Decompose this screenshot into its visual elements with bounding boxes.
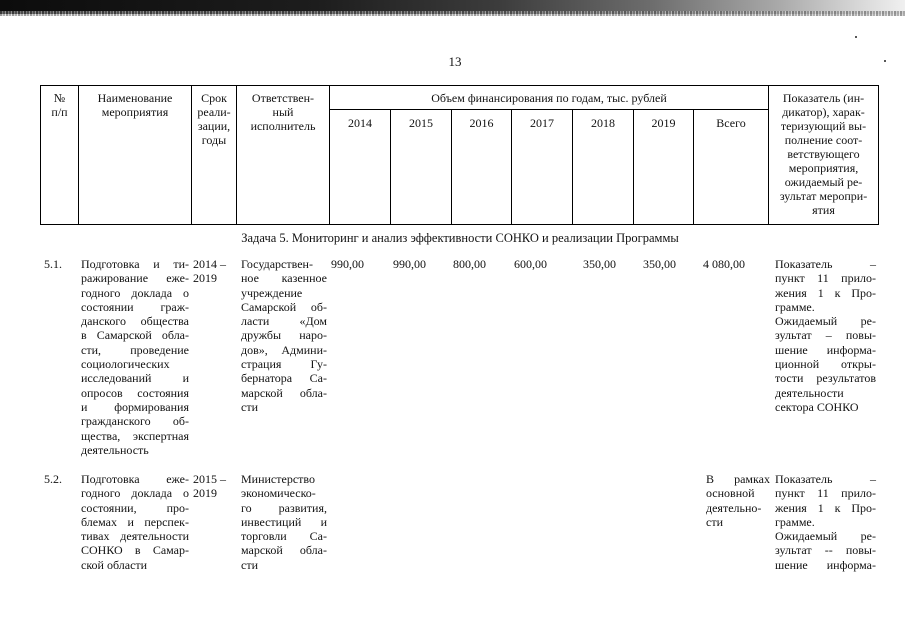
- header-finance-title: Объем финансирования по годам, тыс. рублей: [431, 91, 667, 105]
- value-total: 4 080,00: [703, 257, 745, 271]
- header-indicator: Показатель (ин- дикатор), харак- теризующий вы- полнение соот- ветствующего мероприятия, ожидаемый ре- зультат меропри- ятия: [779, 91, 868, 217]
- row-number: 5.2.: [44, 472, 62, 486]
- header-term: Срок реали- зации, годы: [197, 91, 231, 147]
- row-executor: Министерство экономическо- го развития, инвестиций и торговли Са- марской обла- сти: [241, 472, 327, 572]
- scan-noise: [0, 11, 905, 16]
- row-name: Подготовка и ти- ражирование еже- годного доклада о состоянии граж- данского общества в Самарской обла- сти, проведение социологических исследований и опросов состояния и формирования гражданского об- щества, экспертная деятельность: [81, 257, 189, 457]
- scan-speck: [855, 36, 857, 38]
- page-number: 13: [448, 54, 462, 69]
- row-indicator: Показатель – пункт 11 прило- жения 1 к Про- грамме. Ожидаемый ре- зультат – повы- шение информа- ционной откры- тости результатов деятельности сектора СОНКО: [775, 257, 876, 414]
- row-number: 5.1.: [44, 257, 62, 271]
- value-2017: 600,00: [514, 257, 547, 271]
- row-term: 2014 – 2019: [193, 257, 226, 286]
- task-caption: Задача 5. Мониторинг и анализ эффективности СОНКО и реализации Программы: [241, 231, 679, 245]
- header-name: Наименование мероприятия: [97, 91, 173, 119]
- header-year-2018: 2018: [591, 116, 615, 130]
- value-2015: 990,00: [393, 257, 426, 271]
- row-name: Подготовка еже- годного доклада о состоянии, про- блемах и перспек- тивах деятельности СОНКО в Самар- ской области: [81, 472, 189, 572]
- header-year-2015: 2015: [409, 116, 433, 130]
- header-year-2017: 2017: [530, 116, 554, 130]
- value-2019: 350,00: [643, 257, 676, 271]
- scan-speck: [884, 60, 886, 62]
- row-indicator: Показатель – пункт 11 прило- жения 1 к Про- грамме. Ожидаемый ре- зультат -- повы- шение информа-: [775, 472, 876, 572]
- header-year-2016: 2016: [469, 116, 494, 130]
- header-year-2014: 2014: [348, 116, 372, 130]
- value-2014: 990,00: [331, 257, 364, 271]
- row-total-text: В рамках основной деятельно- сти: [706, 472, 770, 529]
- value-2018: 350,00: [583, 257, 616, 271]
- value-2016: 800,00: [453, 257, 486, 271]
- header-total: Всего: [716, 116, 746, 130]
- row-term: 2015 – 2019: [193, 472, 226, 501]
- row-executor: Государствен- ное казенное учреждение Самарской об- ласти «Дом дружбы наро- дов», Админи- страция Гу- бернатора Са- марской обла- сти: [241, 257, 327, 414]
- header-num: № п/п: [51, 91, 68, 119]
- header-executor: Ответствен- ный исполнитель: [250, 91, 316, 133]
- table-header: [40, 85, 879, 225]
- header-year-2019: 2019: [651, 116, 676, 130]
